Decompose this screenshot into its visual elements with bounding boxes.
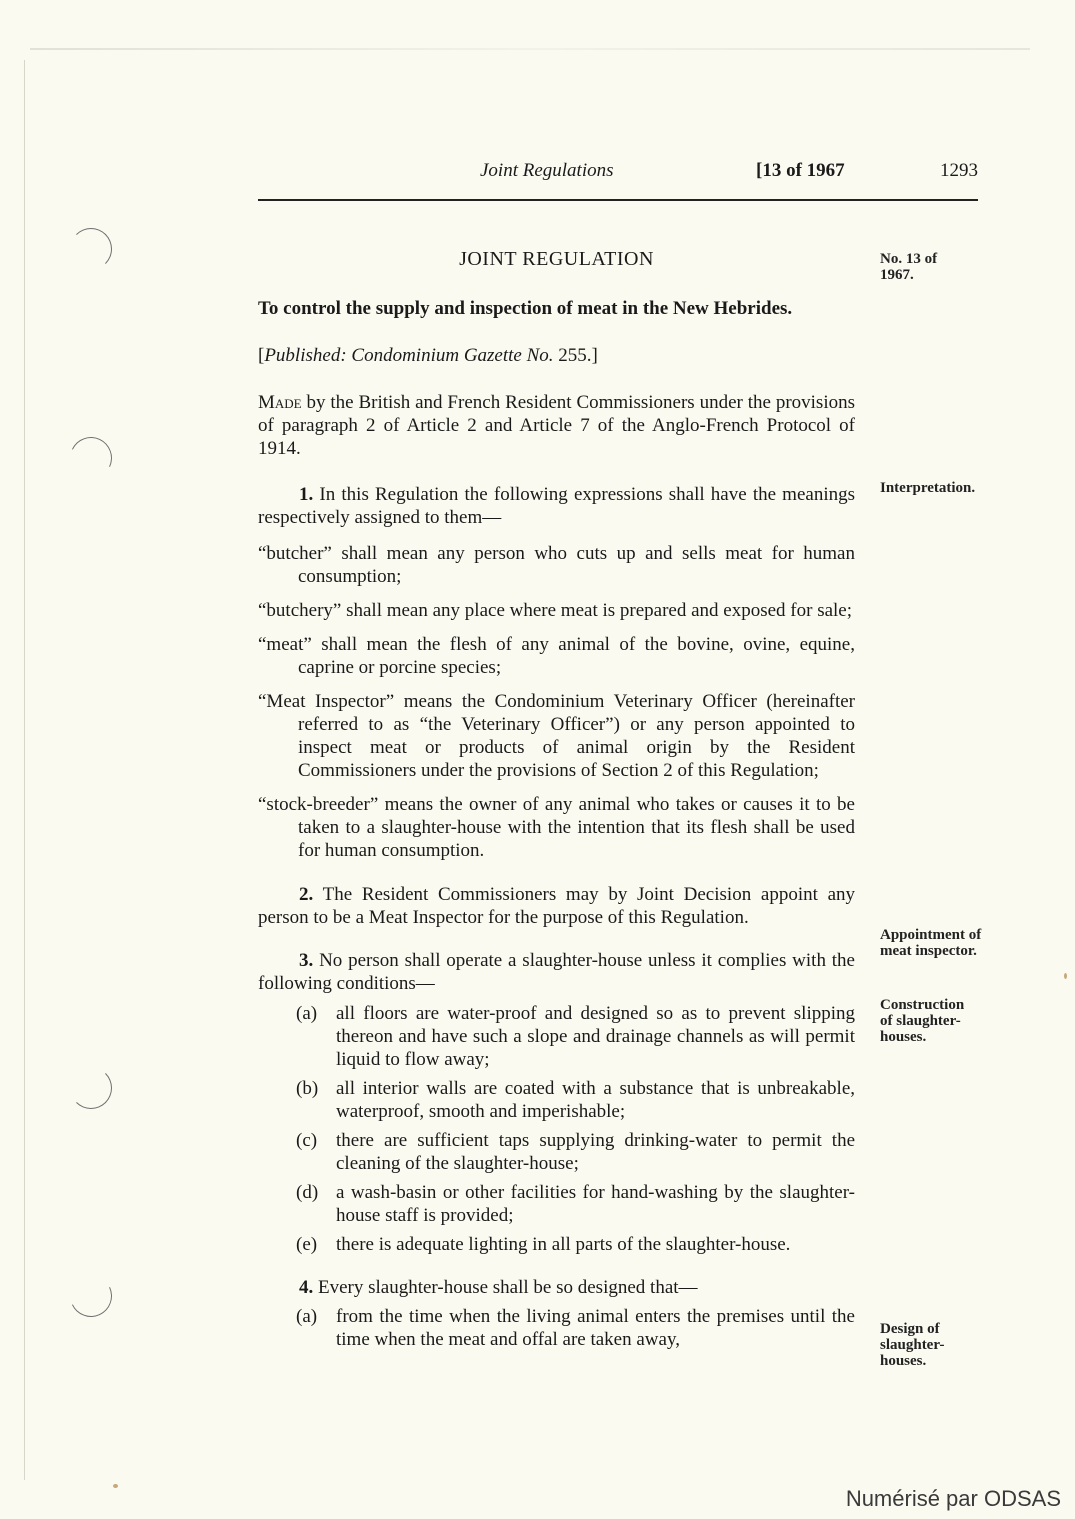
section-3-conditions <box>258 1002 855 1256</box>
definition-butchery: “butchery” shall mean any place where meat is prepared and exposed for sale; <box>258 600 853 621</box>
document-body <box>258 248 855 1371</box>
top-smudge <box>30 48 1030 50</box>
header-title: Joint Regulations <box>480 160 614 181</box>
condition-label: (d) <box>296 1182 319 1203</box>
section-1-number: 1. <box>299 484 314 505</box>
section-1-text: In this Regulation the following expressions shall have the meanings respectively assigned to them— <box>258 484 855 528</box>
condition-item <box>258 1181 855 1227</box>
design-text: from the time when the living animal enters the premises until the time when the meat and offal are taken away, <box>336 1306 855 1350</box>
section-4-number: 4. <box>299 1277 314 1298</box>
punch-hole <box>64 1269 118 1323</box>
condition-text: all interior walls are coated with a substance that is unbreakable, waterproof, smooth and imperishable; <box>336 1078 855 1122</box>
margin-note-appointment: Appointment of meat inspector. <box>880 927 982 959</box>
section-2 <box>258 883 855 929</box>
header-rule <box>258 199 978 201</box>
condition-label: (a) <box>296 1003 318 1024</box>
punch-hole <box>64 431 118 485</box>
enacting-word: Made <box>258 392 302 413</box>
publication-open: [ <box>258 345 265 366</box>
margin-note-construction: Construction of slaughter-houses. <box>880 997 965 1045</box>
document-heading: JOINT REGULATION <box>459 248 654 270</box>
page-edge <box>24 60 25 1480</box>
paper-mark <box>1064 973 1067 979</box>
publication-source: Published: Condominium Gazette No. <box>264 345 554 366</box>
condition-item <box>258 1077 855 1123</box>
section-3 <box>258 949 855 995</box>
condition-label: (c) <box>296 1130 318 1151</box>
definition-stock-breeder: “stock-breeder” means the owner of any animal who takes or causes it to be taken to a slaughter-house with the intention that its flesh shall be used for human consumption. <box>258 794 855 861</box>
design-item <box>258 1305 855 1351</box>
condition-text: all floors are water-proof and designed so as to prevent slipping thereon and have such a slope and drainage channels as will permit liquid to flow away; <box>336 1003 855 1070</box>
section-4-text: Every slaughter-house shall be so designed that— <box>313 1277 698 1298</box>
condition-label: (e) <box>296 1234 318 1255</box>
punch-hole <box>70 228 112 270</box>
section-2-text: The Resident Commissioners may by Joint Decision appoint any person to be a Meat Inspector for the purpose of this Regulation. <box>258 884 855 928</box>
condition-label: (b) <box>296 1078 319 1099</box>
enacting-clause <box>258 391 855 460</box>
section-3-text: No person shall operate a slaughter-house unless it complies with the following conditions— <box>258 950 855 994</box>
condition-text: a wash-basin or other facilities for hand-washing by the slaughter-house staff is provided; <box>336 1182 855 1226</box>
running-header <box>258 160 978 184</box>
document-subtitle: To control the supply and inspection of meat in the New Hebrides. <box>258 298 793 319</box>
section-2-number: 2. <box>299 884 314 905</box>
punch-hole <box>70 1067 112 1109</box>
definition-meat: “meat” shall mean the flesh of any animal of the bovine, ovine, equine, caprine or porcine species; <box>258 634 855 678</box>
condition-item <box>258 1129 855 1175</box>
section-3-number: 3. <box>299 950 314 971</box>
condition-item <box>258 1002 855 1071</box>
definitions-list <box>258 542 855 862</box>
header-regulation-number: [13 of 1967 <box>756 160 845 181</box>
definition-meat-inspector: “Meat Inspector” means the Condominium Veterinary Officer (hereinafter referred to as “the Veterinary Officer”) or any person appointed to inspect meat or products of animal origin by the Resident Commissioners under the provisions of Section 2 of this Regulation; <box>258 691 855 781</box>
section-1 <box>258 483 855 529</box>
condition-item <box>258 1233 855 1256</box>
publication-note <box>258 344 855 367</box>
margin-note-number: No. 13 of 1967. <box>880 251 938 283</box>
publication-number: 255.] <box>553 345 598 366</box>
section-4 <box>258 1276 855 1299</box>
page-number: 1293 <box>940 160 978 181</box>
enacting-text: by the British and French Resident Commissioners under the provisions of paragraph 2 of Article 2 and Article 7 of the Anglo-French Protocol of 1914. <box>258 392 855 459</box>
section-4-conditions <box>258 1305 855 1351</box>
digitization-credit: Numérisé par ODSAS <box>845 1486 1061 1511</box>
condition-text: there is adequate lighting in all parts of the slaughter-house. <box>336 1234 791 1255</box>
design-label: (a) <box>296 1306 318 1327</box>
definition-butcher: “butcher” shall mean any person who cuts up and sells meat for human consumption; <box>258 543 855 587</box>
margin-note-interpretation: Interpretation. <box>880 480 976 496</box>
paper-mark <box>113 1484 118 1488</box>
margin-note-design: Design of slaughter-houses. <box>880 1321 945 1369</box>
condition-text: there are sufficient taps supplying drinking-water to permit the cleaning of the slaughter-house; <box>336 1130 855 1174</box>
